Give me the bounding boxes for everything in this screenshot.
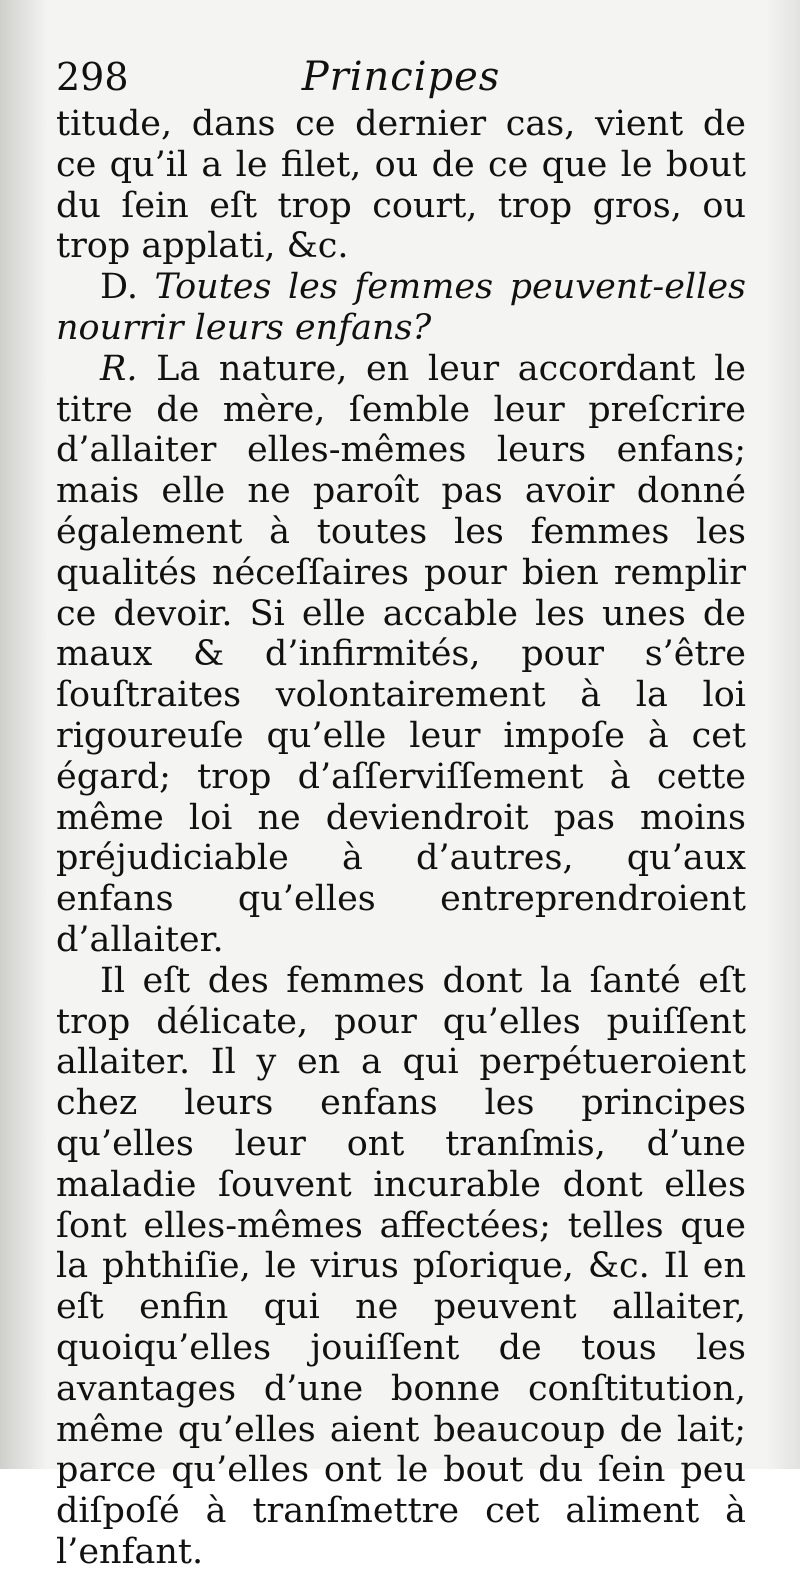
running-title: Principes [301,54,501,100]
question-label: D. [100,267,138,308]
final-paragraph: Il eſt des femmes dont la ſanté eſt trop délicate, pour qu’elles puiſſent allaiter. Il y en a qui perpétueroient chez leurs enfans les principes qu’elles leur ont tranſmis, d’une maladie ſouvent incurable dont elles ſont elles-mêmes affectées; telles que la phthiſie, le virus pſorique, &c. Il en eſt enfin qui ne peuvent allaiter, quoiqu’elles jouiſſent de tous les avantages d’une bonne conſtitution, même qu’elles aient beaucoup de lait; parce qu’elles ont le bout du ſein peu diſpoſé à tranſmettre cet aliment à l’enfant. [56,960,746,1572]
question-text: Toutes les femmes peuvent-elles nourrir leurs enfans? [56,267,746,348]
answer-paragraph [56,349,746,961]
page-header [56,48,746,106]
paragraph-continuation: titude, dans ce dernier cas, vient de ce qu’il a le filet, ou de ce que le bout du ſein eſt trop court, trop gros, ou trop applati, &c. [56,104,746,267]
question-paragraph [56,267,746,349]
answer-text: La nature, en leur accordant le titre de mère, ſemble leur preſcrire d’allaiter elles-mêmes leurs enfans; mais elle ne paroît pas avoir donné également à toutes les femmes les qualités néceſſaires pour bien remplir ce devoir. Si elle accable les unes de maux & d’infirmités, pour s’être ſouſtraites volontairement à la loi rigoureuſe qu’elle leur impoſe à cet égard; trop d’aſſerviſſement à cette même loi ne deviendroit pas moins préjudiciable à d’autres, qu’aux enfans qu’elles entreprendroient d’allaiter. [56,348,746,960]
answer-label: R. [100,348,138,389]
body-text [56,104,746,1573]
page-number: 298 [56,55,129,99]
